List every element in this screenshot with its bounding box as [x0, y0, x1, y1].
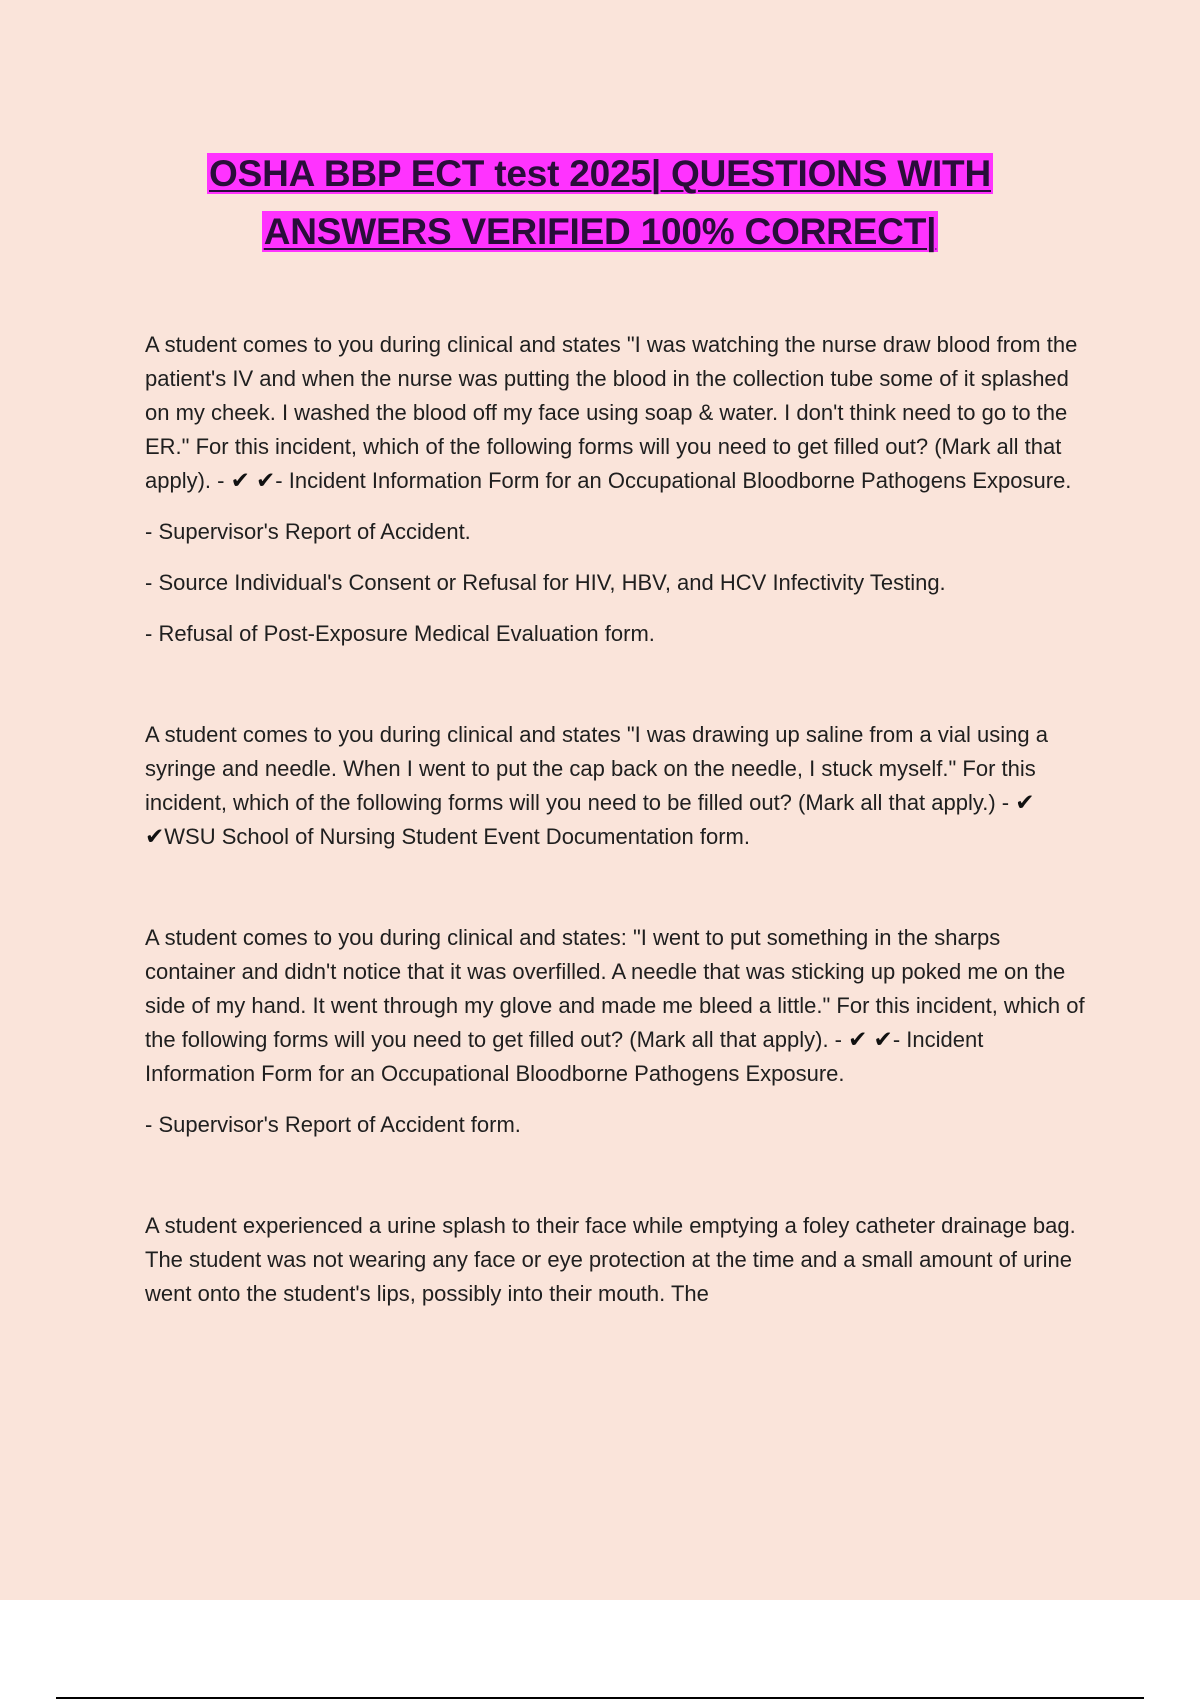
spacer [145, 871, 1095, 921]
checkmark-icon: ✔ [1015, 790, 1035, 816]
answer-item: - Refusal of Post-Exposure Medical Evaluation form. [145, 621, 655, 646]
checkmark-icon: ✔ [873, 1027, 893, 1053]
page-divider [56, 1697, 1144, 1699]
title-line-2: ANSWERS VERIFIED 100% CORRECT| [263, 211, 937, 252]
title-line-1: OSHA BBP ECT test 2025| QUESTIONS WITH [209, 153, 991, 194]
answer-item: - Supervisor's Report of Accident. [145, 519, 471, 544]
question-4-text: A student experienced a urine splash to their face while emptying a foley catheter drainage bag. The student was not wearing any face or eye protection at the time and a small amount of urine went onto the student's lips, possibly into their mouth. The [145, 1213, 1076, 1306]
spacer [145, 1159, 1095, 1209]
question-1-text: A student comes to you during clinical and states "I was watching the nurse draw blood from the patient's IV and when the nurse was putting the blood in the collection tube some of it splashed on my cheek. I washed the blood off my face using soap & water. I don't think need to go to the ER." For this incident, which of the following forms will you need to get filled out? (Mark all that apply). - [145, 332, 1078, 493]
question-1-answer: - Incident Information Form for an Occupational Bloodborne Pathogens Exposure. [275, 468, 1072, 493]
checkmark-icon: ✔ [230, 468, 250, 494]
document-title [100, 145, 1100, 261]
question-3-answer: - Incident Information Form for an Occupational Bloodborne Pathogens Exposure. [145, 1027, 984, 1086]
checkmark-icon: ✔ [848, 1027, 868, 1053]
question-1 [145, 328, 1095, 498]
question-3-text: A student comes to you during clinical and states: "I went to put something in the sharps container and didn't notice that it was overfilled. A needle that was sticking up poked me on the side of my hand. It went through my glove and made me bleed a little." For this incident, which of the following forms will you need to get filled out? (Mark all that apply). - [145, 925, 1085, 1052]
checkmark-icon: ✔ [256, 468, 276, 494]
checkmark-icon: ✔ [145, 824, 165, 850]
answer-item: - Supervisor's Report of Accident form. [145, 1112, 521, 1137]
question-2-text: A student comes to you during clinical and states "I was drawing up saline from a vial using a syringe and needle. When I went to put the cap back on the needle, I stuck myself." For this incident, which of the following forms will you need to be filled out? (Mark all that apply.) - [145, 722, 1048, 815]
spacer [145, 668, 1095, 718]
question-2 [145, 718, 1095, 854]
document-body [145, 328, 1095, 1328]
question-3 [145, 921, 1095, 1091]
answer-item: - Source Individual's Consent or Refusal for HIV, HBV, and HCV Infectivity Testing. [145, 570, 946, 595]
question-2-answer: WSU School of Nursing Student Event Documentation form. [164, 824, 750, 849]
question-4 [145, 1209, 1095, 1311]
